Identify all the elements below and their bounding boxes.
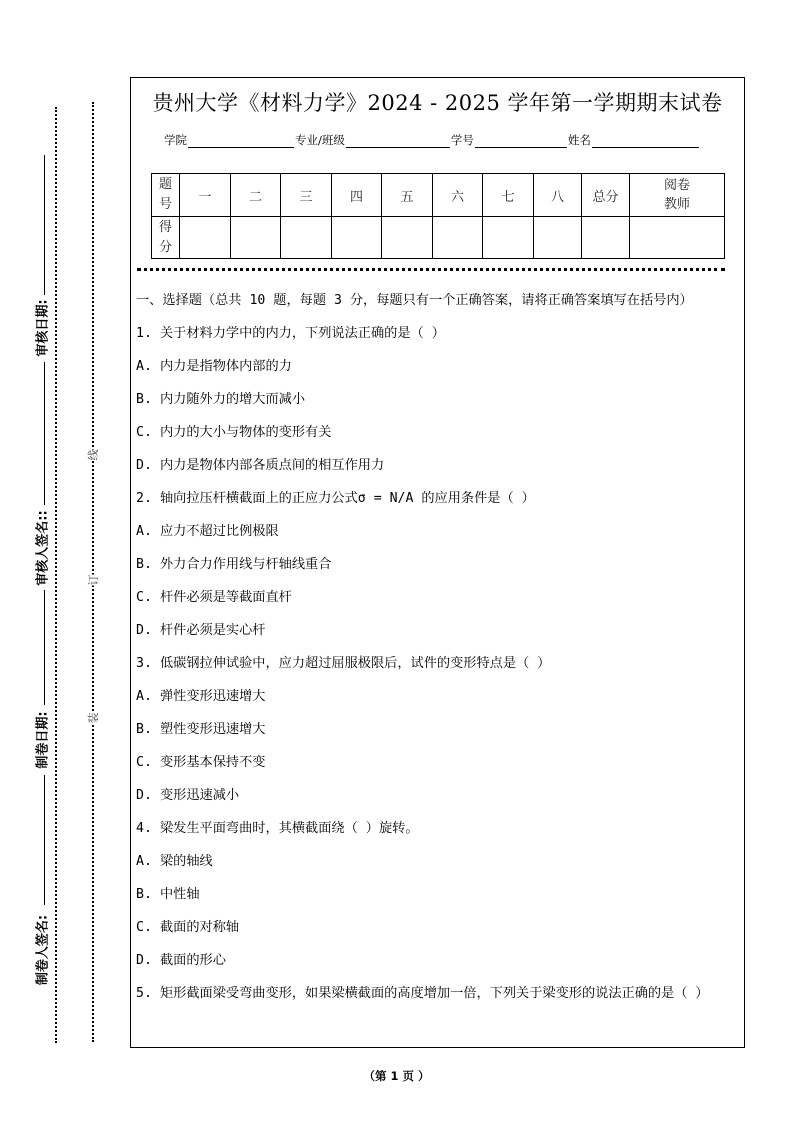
name-label: 姓名 [567,133,591,147]
score-cell-5[interactable] [382,217,433,259]
exam-frame [130,77,745,1048]
question-number-row [152,174,725,217]
score-cell-2[interactable] [231,217,281,259]
q2-option-b: B. 外力合力作用线与杆轴线重合 [136,557,332,572]
q1-option-b: B. 内力随外力的增大而减小 [136,392,306,407]
q2-option-a: A. 应力不超过比例极限 [136,524,279,539]
dotted-separator [137,268,725,271]
score-cell-1[interactable] [180,217,231,259]
col-8: 八 [534,174,582,217]
q4-option-a: A. 梁的轴线 [136,854,213,869]
outer-cut-line [55,107,57,1043]
compile-date-line[interactable] [44,590,45,705]
score-cell-4[interactable] [332,217,382,259]
score-cell-total[interactable] [582,217,630,259]
student-info-row [164,132,700,148]
q4-option-d: D. 截面的形心 [136,953,226,968]
score-cell-6[interactable] [433,217,483,259]
col-1: 一 [180,174,231,217]
student-id-label: 学号 [450,133,474,147]
page-number: （第 1 页 ） [363,1069,430,1083]
q3-option-d: D. 变形迅速减小 [136,788,240,803]
review-date-line[interactable] [44,155,45,295]
name-field[interactable] [592,135,699,148]
reviewer-signature-label: 审核人签名:: [32,508,51,587]
score-cell-8[interactable] [534,217,582,259]
q3-option-c: C. 变形基本保持不变 [136,755,266,770]
q1-option-a: A. 内力是指物体内部的力 [136,359,292,374]
major-class-field[interactable] [346,135,450,148]
col-4: 四 [332,174,382,217]
score-cell-7[interactable] [483,217,534,259]
binding-char-ding: 订 [84,575,102,586]
q3-option-a: A. 弹性变形迅速增大 [136,689,266,704]
q2-option-c: C. 杆件必须是等截面直杆 [136,590,292,605]
inner-binding-line [92,102,94,1042]
exam-title: 贵州大学《材料力学》2024 - 2025 学年第一学期期末试卷 [152,91,723,115]
score-cell-grader[interactable] [630,217,725,259]
col-5: 五 [382,174,433,217]
col-6: 六 [433,174,483,217]
question-5: 5. 矩形截面梁受弯曲变形，如果梁横截面的高度增加一倍，下列关于梁变形的说法正确的是（ ） [136,986,709,1001]
question-1: 1. 关于材料力学中的内力，下列说法正确的是（ ） [136,326,445,341]
col-7: 七 [483,174,534,217]
question-4: 4. 梁发生平面弯曲时，其横截面绕（ ）旋转。 [136,821,419,836]
question-2: 2. 轴向拉压杆横截面上的正应力公式σ = N/A 的应用条件是（ ） [136,491,535,506]
q3-option-b: B. 塑性变形迅速增大 [136,722,266,737]
score-table [151,173,725,259]
college-label: 学院 [164,133,187,147]
col-grader: 阅卷 教师 [630,174,725,217]
score-row [152,217,725,259]
col-total: 总分 [582,174,630,217]
binding-char-zhuang: 装 [84,713,102,724]
student-id-field[interactable] [475,135,567,148]
compile-date-label: 制卷日期: [32,709,51,770]
question-3: 3. 低碳钢拉伸试验中，应力超过屈服极限后，试件的变形特点是（ ） [136,656,551,671]
multiple-choice-section [136,289,738,1015]
binding-char-xian: 线 [84,450,102,461]
major-class-label: 专业/班级 [295,133,345,147]
col-3: 三 [281,174,332,217]
q1-option-c: C. 内力的大小与物体的变形有关 [136,425,332,440]
row-head-score: 得 分 [152,217,180,259]
q2-option-d: D. 杆件必须是实心杆 [136,623,266,638]
q4-option-c: C. 截面的对称轴 [136,920,240,935]
row-head-question-number: 题 号 [152,174,180,217]
q1-option-d: D. 内力是物体内部各质点间的相互作用力 [136,458,385,473]
q4-option-b: B. 中性轴 [136,887,200,902]
section-heading: 一、选择题（总共 10 题，每题 3 分，每题只有一个正确答案，请将正确答案填写在括号内） [136,293,693,308]
compiler-signature-line[interactable] [44,775,45,905]
reviewer-signature-line[interactable] [44,362,45,505]
compiler-signature-label: 制卷人签名: [32,913,51,987]
score-cell-3[interactable] [281,217,332,259]
col-2: 二 [231,174,281,217]
college-field[interactable] [188,135,294,148]
review-date-label: 审核日期: [32,297,51,358]
